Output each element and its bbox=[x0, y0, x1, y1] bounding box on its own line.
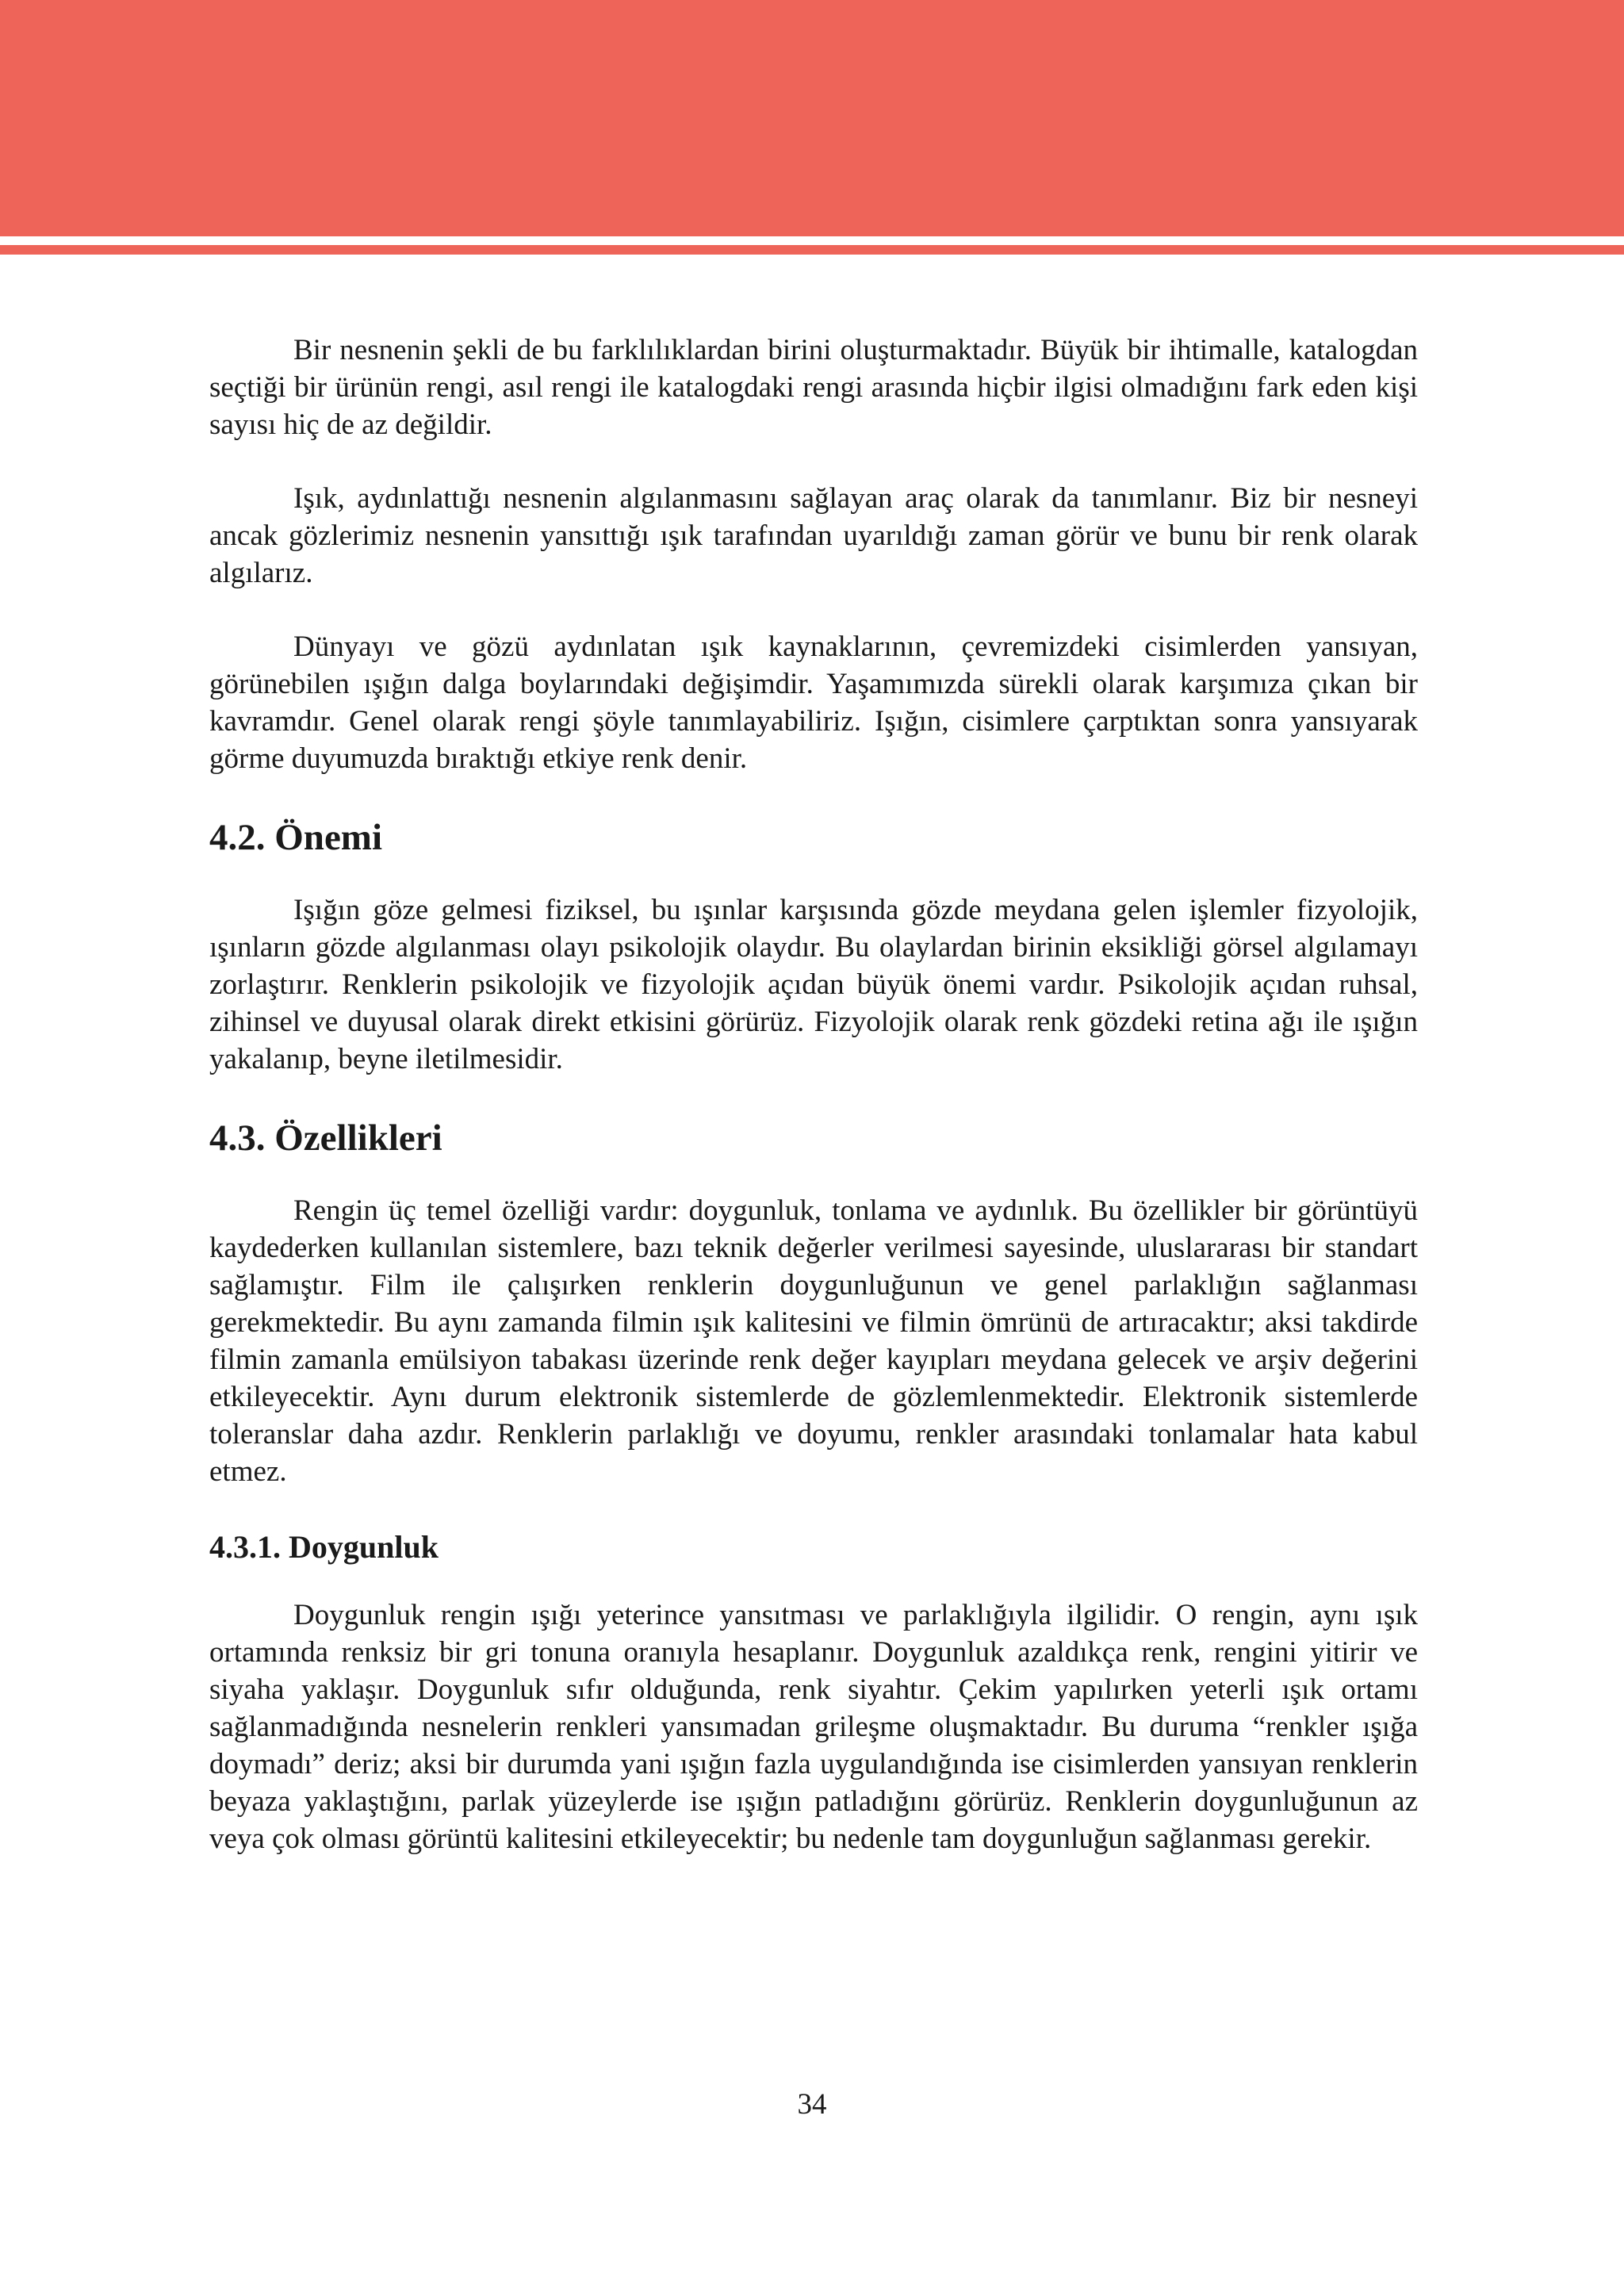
header-divider-line bbox=[0, 245, 1624, 255]
section-heading-ozellikleri: 4.3. Özellikleri bbox=[209, 1117, 442, 1159]
paragraph-color-definition: Dünyayı ve gözü aydınlatan ışık kaynaklarının, çevremizdeki cisimlerden yansıyan, görünebilen ışığın dalga boylarındaki değişimdir. Yaşamımızda sürekli olarak karşımıza çıkan bir kavramdır. Genel olarak rengi şöyle tanımlayabiliriz. Işığın, cisimlere çarptıktan sonra yansıyarak görme duyumuzda bıraktığı etkiye renk denir. bbox=[209, 630, 1418, 775]
subsection-heading-doygunluk: 4.3.1. Doygunluk bbox=[209, 1529, 439, 1565]
header-color-band bbox=[0, 0, 1624, 236]
paragraph-light-definition: Işık, aydınlattığı nesnenin algılanmasını sağlayan araç olarak da tanımlanır. Biz bir nesneyi ancak gözlerimiz nesnenin yansıttığı ışık tarafından uyarıldığı zaman görür ve bunu bir renk olarak algılarız. bbox=[209, 482, 1418, 589]
paragraph-object-shape: Bir nesnenin şekli de bu farklılıklardan birini oluşturmaktadır. Büyük bir ihtimalle, katalogdan seçtiği bir ürünün rengi, asıl rengi ile katalogdaki rengi arasında hiçbir ilgisi olmadığını fark eden kişi sayısı hiç de az değildir. bbox=[209, 334, 1418, 441]
paragraph-importance: Işığın göze gelmesi fiziksel, bu ışınlar karşısında gözde meydana gelen işlemler fizyolojik, ışınların gözde algılanması olayı psikolojik olaydır. Bu olaylardan birinin eksikliği görsel algılamayı zorlaştırır. Renklerin psikolojik ve fizyolojik açıdan büyük önemi vardır. Psikolojik açıdan ruhsal, zihinsel ve duyusal olarak direkt etkisini görürüz. Fizyolojik olarak renk gözdeki retina ağı ile ışığın yakalanıp, beyne iletilmesidir. bbox=[209, 894, 1418, 1075]
section-heading-onemi: 4.2. Önemi bbox=[209, 817, 383, 858]
paragraph-saturation: Doygunluk rengin ışığı yeterince yansıtması ve parlaklığıyla ilgilidir. O rengin, aynı ışık ortamında renksiz bir gri tonuna oranıyla hesaplanır. Doygunluk azaldıkça renk, rengini yitirir ve siyaha yaklaşır. Doygunluk sıfır olduğunda, renk siyahtır. Çekim yapılırken yeterli ışık ortamı sağlanmadığında nesnelerin renkleri yansımadan grileşme oluşmaktadır. Bu duruma “renkler ışığa doymadı” deriz; aksi bir durumda yani ışığın fazla uygulandığında ise cisimlerden yansıyan renklerin beyaza yaklaştığını, parlak yüzeylerde ise ışığın patladığını görürüz. Renklerin doygunluğunun az veya çok olması görüntü kalitesini etkileyecektir; bu nedenle tam doygunluğun sağlanması gerekir. bbox=[209, 1599, 1418, 1855]
page-content bbox=[209, 332, 1418, 1894]
page-number: 34 bbox=[797, 2088, 827, 2121]
paragraph-properties: Rengin üç temel özelliği vardır: doygunluk, tonlama ve aydınlık. Bu özellikler bir görüntüyü kaydederken kullanılan sistemlere, bazı teknik değerler verilmesi sayesinde, uluslararası bir standart sağlamıştır. Film ile çalışırken renklerin doygunluğunun ve genel parlaklığın sağlanması gerekmektedir. Bu aynı zamanda filmin ışık kalitesini ve filmin ömrünü de artıracaktır; aksi takdirde filmin zamanla emülsiyon tabakası üzerinde renk değer kayıpları meydana gelecek ve arşiv değerini etkileyecektir. Aynı durum elektronik sistemlerde de gözlemlenmektedir. Elektronik sistemlerde toleranslar daha azdır. Renklerin parlaklığı ve doyumu, renkler arasındaki tonlamalar hata kabul etmez. bbox=[209, 1194, 1418, 1488]
